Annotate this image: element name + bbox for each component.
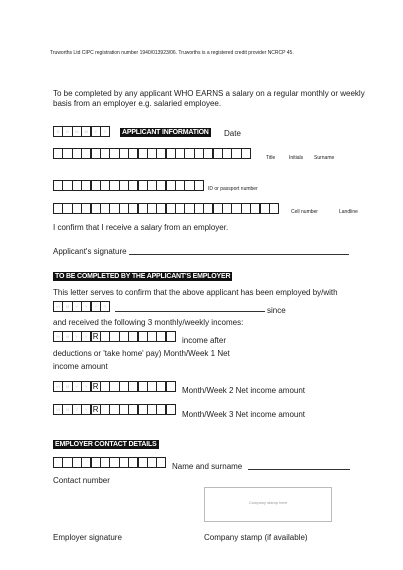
initials-label: Initials xyxy=(289,155,304,161)
input-box[interactable]: Y xyxy=(72,381,82,392)
income-after-label: income after xyxy=(182,336,227,345)
employer-signature-label: Employer signature xyxy=(53,533,122,542)
letter-text: This letter serves to confirm that the above applicant has been employed by/with xyxy=(53,288,338,297)
input-box[interactable]: Y xyxy=(81,381,91,392)
input-box[interactable]: R xyxy=(91,381,101,392)
input-box[interactable]: M xyxy=(72,126,82,137)
input-box[interactable]: Y xyxy=(81,301,91,312)
id-boxes[interactable] xyxy=(53,180,203,191)
input-box[interactable] xyxy=(166,381,176,392)
input-box[interactable] xyxy=(156,457,166,468)
cell-label: Cell number xyxy=(291,209,318,215)
registration-text: Truworths Ltd CIPC registration number 1940/013923/06. Truworths is a registered credit provider NCRCP 45. xyxy=(50,50,294,56)
input-box[interactable] xyxy=(166,404,176,415)
input-box[interactable]: D xyxy=(53,126,63,137)
input-box[interactable]: Y xyxy=(72,301,82,312)
contact-number-label: Contact number xyxy=(53,476,110,485)
input-box[interactable] xyxy=(194,180,204,191)
input-box[interactable]: Y xyxy=(72,404,82,415)
income-1-boxes[interactable] xyxy=(53,331,175,342)
confirm-text: I confirm that I receive a salary from an employer. xyxy=(53,223,229,232)
title-label: Title xyxy=(266,155,276,161)
input-box[interactable]: Y xyxy=(91,301,101,312)
input-box[interactable] xyxy=(269,203,279,214)
input-box[interactable]: M xyxy=(62,381,72,392)
input-box[interactable]: Y xyxy=(81,331,91,342)
stamp-placeholder: Company stamp here xyxy=(248,500,288,505)
applicant-signature-line[interactable] xyxy=(129,254,349,255)
input-box[interactable]: Y xyxy=(91,126,101,137)
id-label: ID or passport number xyxy=(208,186,258,192)
input-box[interactable] xyxy=(241,148,251,159)
input-box[interactable]: Y xyxy=(100,126,110,137)
received-text: and received the following 3 monthly/weekly incomes: xyxy=(53,318,244,327)
landline-label: Landline xyxy=(339,209,358,215)
applicant-section-title: APPLICANT INFORMATION xyxy=(122,129,209,136)
intro-line-1: To be completed by any applicant WHO EARNS a salary on a regular monthly or weekly xyxy=(53,89,365,98)
deductions-text: deductions or 'take home' pay) Month/Week 1 Net xyxy=(53,349,230,358)
contact-name-boxes[interactable] xyxy=(53,457,166,468)
employer-name-boxes[interactable] xyxy=(53,301,109,312)
month-2-label: Month/Week 2 Net income amount xyxy=(182,386,306,395)
contact-name-label: Name and surname xyxy=(172,462,243,471)
input-box[interactable]: M xyxy=(53,381,63,392)
input-box[interactable]: M xyxy=(53,404,63,415)
input-box[interactable]: D xyxy=(62,126,72,137)
since-label: since xyxy=(267,306,286,315)
input-box[interactable]: Y xyxy=(100,301,110,312)
input-box[interactable]: R xyxy=(91,331,101,342)
input-box[interactable]: M xyxy=(62,331,72,342)
input-box[interactable]: M xyxy=(81,126,91,137)
input-box[interactable]: M xyxy=(53,331,63,342)
income-amount-label: income amount xyxy=(53,362,108,371)
input-box[interactable] xyxy=(166,331,176,342)
intro-line-2: basis from an employer e.g. salaried employee. xyxy=(53,99,222,108)
input-box[interactable]: Y xyxy=(72,331,82,342)
income-3-boxes[interactable] xyxy=(53,404,175,415)
income-2-boxes[interactable] xyxy=(53,381,175,392)
input-box[interactable]: M xyxy=(62,404,72,415)
cell-boxes[interactable] xyxy=(53,203,278,214)
company-stamp-box[interactable] xyxy=(204,487,332,522)
surname-label: Surname xyxy=(314,155,335,161)
contact-name-line[interactable] xyxy=(248,469,350,470)
input-box[interactable]: M xyxy=(53,301,63,312)
input-box[interactable]: Y xyxy=(81,404,91,415)
input-box[interactable]: M xyxy=(62,301,72,312)
name-boxes[interactable] xyxy=(53,148,250,159)
input-box[interactable]: R xyxy=(91,404,101,415)
employer-name-line[interactable] xyxy=(115,311,265,312)
date-boxes[interactable] xyxy=(53,126,109,137)
month-3-label: Month/Week 3 Net income amount xyxy=(182,410,306,419)
employer-section-title: TO BE COMPLETED BY THE APPLICANT'S EMPLOYER xyxy=(55,273,231,280)
applicant-signature-label: Applicant's signature xyxy=(53,247,127,256)
date-label: Date xyxy=(224,129,241,138)
contact-section-title: EMPLOYER CONTACT DETAILS xyxy=(55,441,157,448)
company-stamp-label: Company stamp (if available) xyxy=(204,533,308,542)
